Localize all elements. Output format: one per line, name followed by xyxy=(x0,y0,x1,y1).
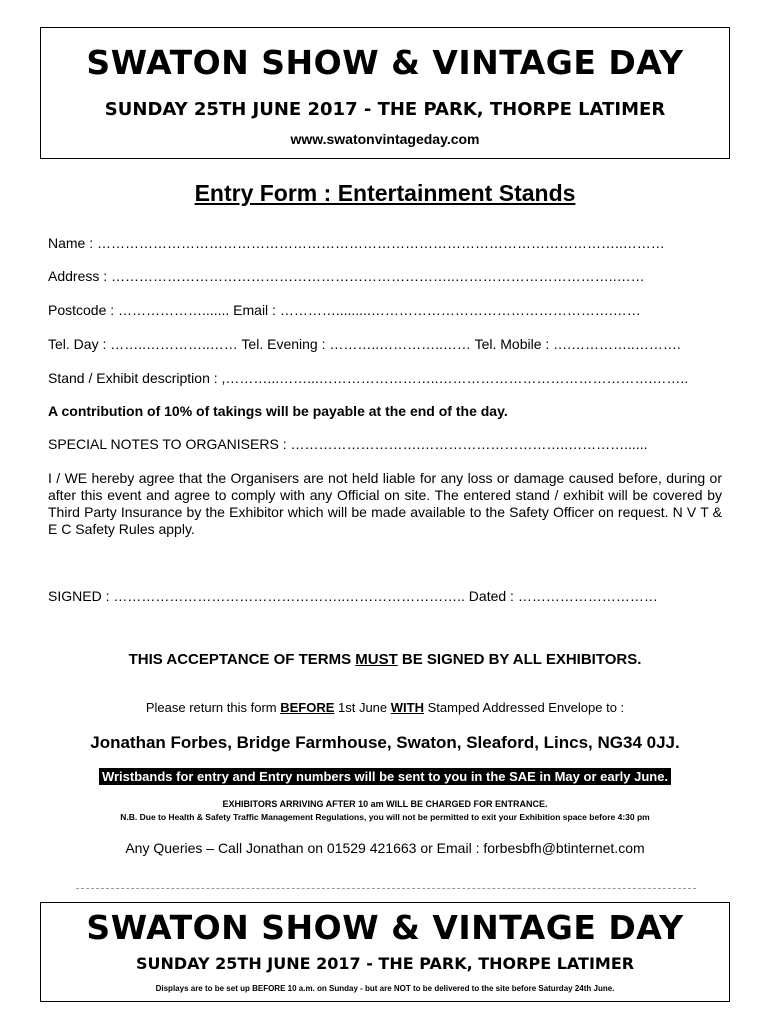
agreement-paragraph: I / WE hereby agree that the Organisers are not held liable for any loss or damage caused before, during or after this event and agree to comply with any Official on site. The entered stand / exhibit will be covered by Third Party Insurance by the Exhibitor which will be made available to the Safety Officer on request. N V T & E C Safety Rules apply. xyxy=(48,470,722,537)
name-field[interactable]: Name : …………………………………………………………………………………………………..……… xyxy=(48,235,665,251)
event-subtitle: SUNDAY 25TH JUNE 2017 - THE PARK, THORPE LATIMER xyxy=(104,99,666,120)
footer-event-subtitle: SUNDAY 25TH JUNE 2017 - THE PARK, THORPE LATIMER xyxy=(135,954,635,973)
event-title: SWATON SHOW & VINTAGE DAY xyxy=(86,43,684,82)
special-notes-field[interactable]: SPECIAL NOTES TO ORGANISERS : ……………………….…………………………..…………...... xyxy=(48,436,648,452)
acceptance-statement: THIS ACCEPTANCE OF TERMS MUST BE SIGNED BY ALL EXHIBITORS. xyxy=(128,651,642,668)
cut-line-divider xyxy=(76,888,696,889)
footer-event-title: SWATON SHOW & VINTAGE DAY xyxy=(86,908,684,947)
health-safety-note: N.B. Due to Health & Safety Traffic Management Regulations, you will not be permitted to exit your Exhibition space before 4:30 pm xyxy=(120,812,650,822)
signature-field[interactable]: SIGNED : …………………………………………..…………………….. Dated : ………………………… xyxy=(48,588,658,604)
header-box xyxy=(40,27,730,159)
queries-contact: Any Queries – Call Jonathan on 01529 421663 or Email : forbesbfh@btinternet.com xyxy=(125,840,645,856)
return-instructions: Please return this form BEFORE 1st June WITH Stamped Addressed Envelope to : xyxy=(145,700,625,715)
address-field[interactable]: Address : ………………………………………………………………..……………………………..…… xyxy=(48,268,645,284)
form-title: Entry Form : Entertainment Stands xyxy=(194,180,576,206)
contribution-note: A contribution of 10% of takings will be payable at the end of the day. xyxy=(48,403,508,419)
wristbands-banner: Wristbands for entry and Entry numbers will be sent to you in the SAE in May or early June. xyxy=(0,768,770,786)
postcode-email-field[interactable]: Postcode : ………………....... Email : ………….........…………………………………………….…… xyxy=(48,302,641,318)
website-link[interactable]: www.swatonvintageday.com xyxy=(290,131,480,147)
return-address: Jonathan Forbes, Bridge Farmhouse, Swaton, Sleaford, Lincs, NG34 0JJ. xyxy=(90,733,680,752)
footer-box xyxy=(40,902,730,1002)
telephone-fields[interactable]: Tel. Day : ……..…………..…… Tel. Evening : ………..…………..…… Tel. Mobile : ….…………..………. xyxy=(48,336,681,352)
stand-description-field[interactable]: Stand / Exhibit description : ,………...……...……………………..……………………………………….…….. xyxy=(48,370,689,386)
display-setup-note: Displays are to be set up BEFORE 10 a.m. on Sunday - but are NOT to be delivered to the site before Saturday 24th June. xyxy=(155,984,615,993)
late-arrival-note: EXHIBITORS ARRIVING AFTER 10 am WILL BE CHARGED FOR ENTRANCE. xyxy=(222,799,548,809)
